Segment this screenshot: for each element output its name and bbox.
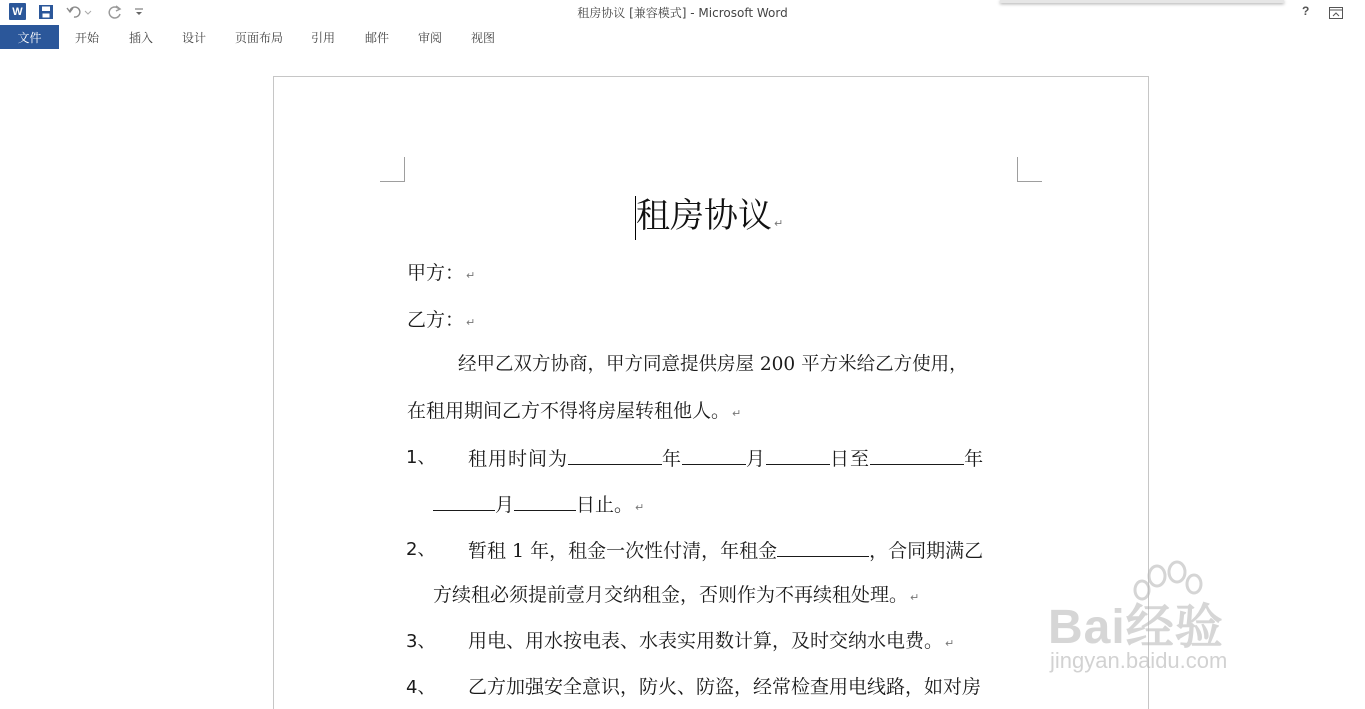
floating-panel-edge	[1000, 0, 1284, 3]
blank-field[interactable]	[766, 445, 830, 465]
blank-field[interactable]	[514, 491, 576, 511]
tab-file[interactable]: 文件	[0, 25, 59, 49]
item-2-line-1[interactable]: 暂租 1 年，租金一次性付清，年租金 ，合同期满乙	[468, 537, 983, 563]
item-3-line-1[interactable]: 用电、用水按电表、水表实用数计算，及时交纳水电费。 ↵	[468, 630, 955, 652]
tab-mailings[interactable]: 邮件	[365, 31, 390, 45]
intro-line-2[interactable]: 在租用期间乙方不得将房屋转租他人。 ↵	[407, 400, 742, 422]
paragraph-mark: ↵	[466, 316, 476, 329]
word-app-icon[interactable]: W	[9, 3, 26, 20]
item-4-line-1[interactable]: 乙方加强安全意识，防火、防盗，经常检查用电线路，如对房	[468, 676, 982, 698]
ribbon-display-options-icon[interactable]	[1329, 4, 1345, 18]
blank-field[interactable]	[870, 445, 964, 465]
blank-field[interactable]	[433, 491, 495, 511]
tab-page-layout[interactable]: 页面布局	[235, 31, 284, 45]
intro-line-1[interactable]: 经甲乙双方协商，甲方同意提供房屋 200 平方米给乙方使用，	[458, 354, 968, 375]
watermark-url: jingyan.baidu.com	[1050, 648, 1228, 673]
window-title: 租房协议 [兼容模式] - Microsoft Word	[577, 6, 788, 20]
tab-home[interactable]: 开始	[75, 31, 100, 45]
paragraph-mark: ↵	[945, 637, 955, 650]
blank-field[interactable]	[682, 445, 746, 465]
margin-corner-top-left	[380, 157, 405, 182]
ribbon-tabs	[0, 25, 1365, 49]
party-b-line[interactable]: 乙方： ↵	[407, 309, 476, 331]
list-number-3: 3、	[406, 631, 436, 652]
tab-review[interactable]: 审阅	[418, 31, 443, 45]
blank-field[interactable]	[777, 537, 869, 557]
list-number-4: 4、	[406, 677, 436, 698]
item-2-line-2[interactable]: 方续租必须提前壹月交纳租金，否则作为不再续租处理。 ↵	[433, 584, 920, 606]
title-bar	[0, 0, 1365, 25]
tab-design[interactable]: 设计	[182, 31, 207, 45]
help-icon[interactable]: ?	[1302, 4, 1310, 18]
list-number-2: 2、	[406, 539, 436, 560]
tab-insert[interactable]: 插入	[129, 31, 154, 45]
item-1-line-2[interactable]: 月 日止。 ↵	[433, 491, 644, 520]
watermark-brand: Bai经验	[1048, 601, 1224, 654]
document-title[interactable]: 租房协议 ↵	[636, 196, 784, 236]
paragraph-mark: ↵	[466, 269, 476, 282]
paragraph-mark: ↵	[774, 217, 784, 230]
party-a-line[interactable]: 甲方： ↵	[407, 262, 476, 284]
tab-view[interactable]: 视图	[471, 31, 496, 45]
item-1-line-1[interactable]: 租用时间为 年 月 日至 年	[468, 445, 984, 471]
margin-corner-top-right	[1017, 157, 1042, 182]
list-number-1: 1、	[406, 447, 436, 468]
paragraph-mark: ↵	[732, 407, 742, 420]
blank-field[interactable]	[568, 445, 662, 465]
tab-references[interactable]: 引用	[311, 31, 336, 45]
paragraph-mark: ↵	[635, 501, 645, 514]
paragraph-mark: ↵	[910, 591, 920, 604]
